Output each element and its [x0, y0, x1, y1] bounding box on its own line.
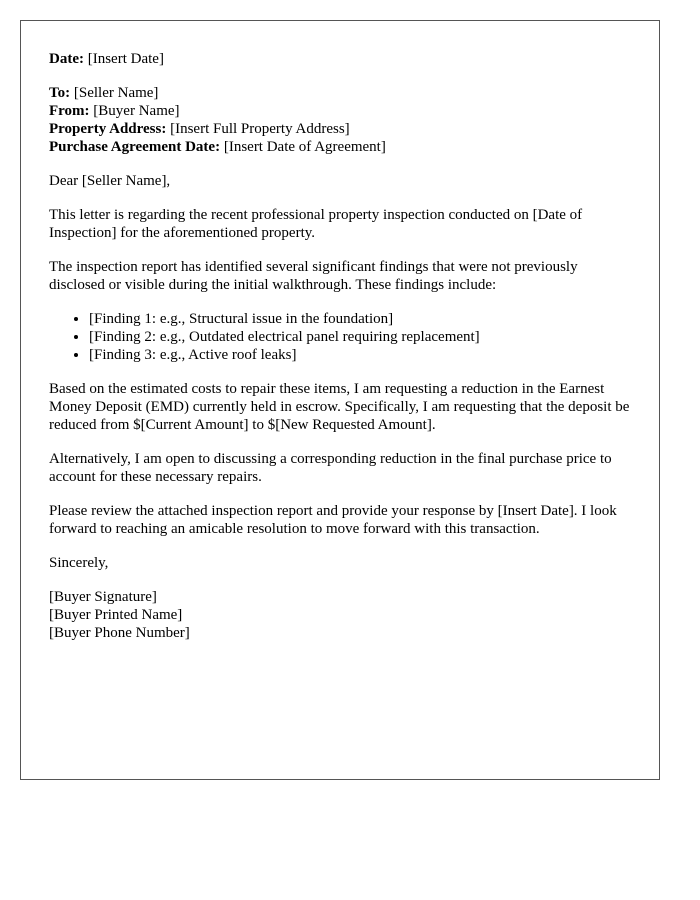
salutation: Dear [Seller Name],	[49, 173, 171, 189]
date-value: [Insert Date]	[87, 51, 164, 67]
paragraph-findings-intro: The inspection report has identified several significant findings that were not previously disclosed or visible during the initial walkthrough. These findings include:	[49, 259, 578, 293]
agreement-date-value: [Insert Date of Agreement]	[223, 139, 386, 155]
to-value: [Seller Name]	[73, 85, 159, 101]
property-address-label: Property Address:	[49, 121, 167, 137]
letter-header-block	[49, 84, 631, 156]
to-label: To:	[49, 85, 71, 101]
from-label: From:	[49, 103, 90, 119]
property-address-line	[49, 120, 631, 138]
buyer-printed-name: [Buyer Printed Name]	[49, 607, 183, 623]
paragraph-alternative: Alternatively, I am open to discussing a corresponding reduction in the final purchase price to account for these necessary repairs.	[49, 451, 612, 485]
letter-document	[20, 20, 660, 780]
paragraph-emd-request: Based on the estimated costs to repair these items, I am requesting a reduction in the Earnest Money Deposit (EMD) currently held in escrow. Specifically, I am requesting that the deposit be reduced from $[Current Amount] to $[New Requested Amount].	[49, 381, 630, 433]
buyer-signature: [Buyer Signature]	[49, 589, 157, 605]
findings-list	[49, 310, 631, 364]
property-address-value: [Insert Full Property Address]	[170, 121, 350, 137]
sign-off: Sincerely,	[49, 555, 109, 571]
finding-item: • [Finding 3: e.g., Active roof leaks]	[89, 346, 631, 364]
paragraph-response-request: Please review the attached inspection report and provide your response by [Insert Date]. I look forward to reaching an amicable resolution to move forward with this transaction.	[49, 503, 617, 537]
from-line	[49, 102, 631, 120]
signature-block	[49, 588, 631, 642]
agreement-date-line	[49, 138, 631, 156]
date-line	[49, 50, 631, 68]
paragraph-inspection: This letter is regarding the recent professional property inspection conducted on [Date of Inspection] for the aforementioned property.	[49, 207, 583, 241]
agreement-date-label: Purchase Agreement Date:	[49, 139, 221, 155]
date-label: Date:	[49, 51, 84, 67]
buyer-phone-number: [Buyer Phone Number]	[49, 625, 190, 641]
from-value: [Buyer Name]	[93, 103, 180, 119]
finding-item: • [Finding 2: e.g., Outdated electrical panel requiring replacement]	[89, 328, 631, 346]
to-line	[49, 84, 631, 102]
finding-item: • [Finding 1: e.g., Structural issue in the foundation]	[89, 310, 631, 328]
